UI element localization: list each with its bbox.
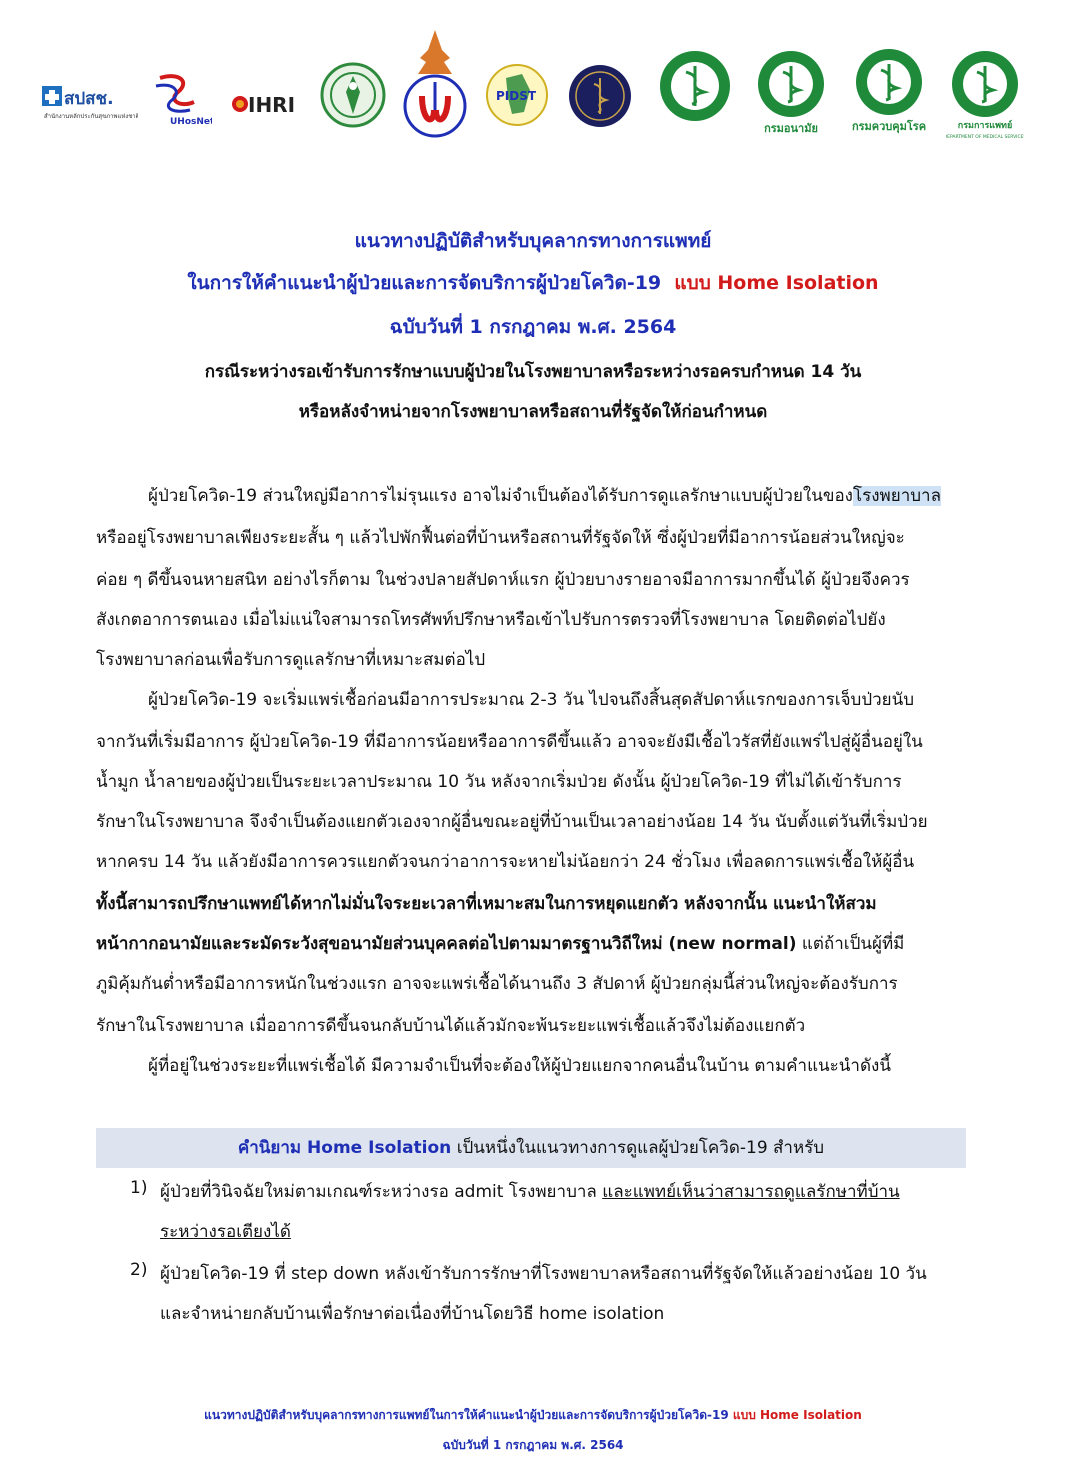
definition-heading-accent: คำนิยาม Home Isolation (237, 1138, 452, 1158)
definition-heading-rest: เป็นหนึ่งในแนวทางการดูแลผู้ป่วยโควิด-19 สำหรับ (451, 1138, 825, 1158)
paragraph-1-line-1 (148, 484, 941, 508)
ihri-logo-text: IHRI (248, 93, 296, 117)
department-of-disease-control-logo-text: กรมควบคุมโรค (851, 120, 927, 133)
moph-logo (656, 50, 734, 142)
paragraph-1-highlighted-word: โรงพยาบาล (852, 486, 941, 506)
paragraph-3-line-1: ผู้ที่อยู่ในช่วงระยะที่แพร่เชื้อได้ มีความจำเป็นที่จะต้องให้ผู้ป่วยแยกจากคนอื่นในบ้าน ตามคำแนะนำดังนี้ (148, 1056, 891, 1076)
page-footer-title (0, 1406, 1066, 1425)
document-scope-line-1: กรณีระหว่างรอเข้ารับการรักษาแบบผู้ป่วยในโรงพยาบาลหรือระหว่างรอครบกำหนด 14 วัน (204, 362, 862, 382)
department-of-health-logo (752, 50, 830, 142)
definition-item-2-number: 2) (130, 1260, 148, 1280)
paragraph-1-line-2: หรืออยู่โรงพยาบาลเพียงระยะสั้น ๆ แล้วไปพักฟื้นต่อที่บ้านหรือสถานที่รัฐจัดให้ ซึ่งผู้ป่วยที่มีอาการน้อยส่วนใหญ่จะ (96, 528, 905, 548)
definition-heading-box (96, 1128, 966, 1168)
document-subtitle-main: ในการให้คำแนะนำผู้ป่วยและการจัดบริการผู้ป่วยโควิด-19 (187, 272, 662, 294)
paragraph-1-line-1-text: ผู้ป่วยโควิด-19 ส่วนใหญ่มีอาการไม่รุนแรง อาจไม่จำเป็นต้องได้รับการดูแลรักษาแบบผู้ป่วยในของ (148, 486, 853, 506)
page-footer-title-home-isolation: แบบ Home Isolation (728, 1408, 862, 1422)
paragraph-2-line-6: ทั้งนี้สามารถปรึกษาแพทย์ได้หากไม่มั่นใจระยะเวลาที่เหมาะสมในการหยุดแยกตัว หลังจากนั้น แนะนำให้สวม (96, 894, 877, 914)
department-of-medical-services-logo (946, 50, 1024, 142)
paragraph-2-line-5: หากครบ 14 วัน แล้วยังมีอาการควรแยกตัวจนกว่าอาการจะหายไม่น้อยกว่า 24 ชั่วโมง เพื่อลดการแพร่เชื้อให้ผู้อื่น (96, 852, 915, 872)
paragraph-2-line-8: ภูมิคุ้มกันต่ำหรือมีอาการหนักในช่วงแรก อาจจะแพร่เชื้อได้นานถึง 3 สัปดาห์ ผู้ป่วยกลุ่มนี้ส่วนใหญ่จะต้องรับการ (96, 974, 898, 994)
paragraph-2-line-2: จากวันที่เริ่มมีอาการ ผู้ป่วยโควิด-19 ที่มีอาการน้อยหรืออาการดีขึ้นแล้ว อาจจะยังมีเชื้อไวรัสที่ยังแพร่ไปสู่ผู้อื่นอยู่ใน (96, 732, 923, 752)
logo-strip (42, 30, 1032, 150)
document-date: ฉบับวันที่ 1 กรกฎาคม พ.ศ. 2564 (389, 316, 677, 338)
definition-item-1-line-1 (160, 1178, 900, 1205)
definition-item-1-underlined: และแพทย์เห็นว่าสามารถดูแลรักษาที่บ้าน (602, 1182, 900, 1202)
department-of-health-logo-text: กรมอนามัย (764, 122, 818, 135)
page-footer-date: ฉบับวันที่ 1 กรกฎาคม พ.ศ. 2564 (442, 1438, 624, 1452)
department-of-medical-services-logo-text: กรมการแพทย์ (957, 121, 1013, 131)
paragraph-2-line-9: รักษาในโรงพยาบาล เมื่ออาการดีขึ้นจนกลับบ้านได้แล้วมักจะพ้นระยะแพร่เชื้อแล้วจึงไม่ต้องแยกตัว (96, 1016, 806, 1036)
nhso-logo (42, 80, 138, 124)
paragraph-2-line-4: รักษาในโรงพยาบาล จึงจำเป็นต้องแยกตัวเองจากผู้อื่นขณะอยู่ที่บ้านเป็นเวลาอย่างน้อย 14 วัน นับตั้งแต่วันที่เริ่มป่วย (96, 812, 928, 832)
pidst-logo (486, 64, 548, 126)
paragraph-2-line-7-rest: แต่ถ้าเป็นผู้ที่มี (796, 934, 905, 954)
department-of-medical-services-logo-subtext: DEPARTMENT OF MEDICAL SERVICES (946, 135, 1024, 140)
page-footer-title-main: แนวทางปฏิบัติสำหรับบุคลากรทางการแพทย์ในการให้คำแนะนำผู้ป่วยและการจัดบริการผู้ป่วยโควิด-19 (204, 1408, 729, 1422)
uhosnet-logo-text: UHosNet (170, 117, 212, 127)
paragraph-2-line-1: ผู้ป่วยโควิด-19 จะเริ่มแพร่เชื้อก่อนมีอาการประมาณ 2-3 วัน ไปจนถึงสิ้นสุดสัปดาห์แรกของการเจ็บป่วยนับ (148, 690, 915, 710)
pidst-logo-text: PIDST (496, 89, 537, 103)
uhosnet-logo (150, 72, 212, 128)
ihri-logo (230, 82, 302, 118)
paragraph-2-line-7 (96, 932, 904, 956)
definition-item-1-line-2: ระหว่างรอเตียงได้ (160, 1222, 291, 1242)
medical-society-seal-logo (568, 64, 632, 128)
definition-item-2-line-1: ผู้ป่วยโควิด-19 ที่ step down หลังเข้ารับการรักษาที่โรงพยาบาลหรือสถานที่รัฐจัดให้แล้วอย่างน้อย 10 วัน (160, 1264, 927, 1284)
paragraph-2-line-3: น้ำมูก น้ำลายของผู้ป่วยเป็นระยะเวลาประมาณ 10 วัน หลังจากเริ่มป่วย ดังนั้น ผู้ป่วยโควิด-19 ที่ไม่ได้เข้ารับการ (96, 772, 902, 792)
document-subtitle (0, 268, 1066, 298)
paragraph-2-line-7-bold: หน้ากากอนามัยและระมัดระวังสุขอนามัยส่วนบุคคลต่อไปตามมาตรฐานวิถีใหม่ (new normal) (96, 934, 797, 954)
nhso-logo-subtext: สำนักงานหลักประกันสุขภาพแห่งชาติ (44, 113, 138, 120)
document-subtitle-home-isolation: แบบ Home Isolation (674, 272, 879, 294)
definition-item-1-number: 1) (130, 1178, 148, 1198)
document-scope-line-2: หรือหลังจำหน่ายจากโรงพยาบาลหรือสถานที่รัฐจัดให้ก่อนกำหนด (298, 402, 768, 422)
bma-seal-logo (320, 62, 386, 128)
paragraph-1-line-3: ค่อย ๆ ดีขึ้นจนหายสนิท อย่างไรก็ตาม ในช่วงปลายสัปดาห์แรก ผู้ป่วยบางรายอาจมีอาการมากขึ้นได้ ผู้ป่วยจึงควร (96, 570, 910, 590)
department-of-disease-control-logo (846, 48, 932, 142)
paragraph-1-line-5: โรงพยาบาลก่อนเพื่อรับการดูแลรักษาที่เหมาะสมต่อไป (96, 650, 486, 670)
paragraph-1-line-4: สังเกตอาการตนเอง เมื่อไม่แน่ใจสามารถโทรศัพท์ปรึกษาหรือเข้าไปรับการตรวจที่โรงพยาบาล โดยติดต่อไปยัง (96, 610, 886, 630)
definition-item-2-line-2: และจำหน่ายกลับบ้านเพื่อรักษาต่อเนื่องที่บ้านโดยวิธี home isolation (160, 1304, 665, 1324)
thoracic-society-logo (400, 30, 470, 142)
document-title: แนวทางปฏิบัติสำหรับบุคลากรทางการแพทย์ (354, 230, 712, 252)
definition-item-1-plain: ผู้ป่วยที่วินิจฉัยใหม่ตามเกณฑ์ระหว่างรอ admit โรงพยาบาล (160, 1182, 603, 1202)
nhso-logo-text: สปสช. (64, 89, 114, 109)
